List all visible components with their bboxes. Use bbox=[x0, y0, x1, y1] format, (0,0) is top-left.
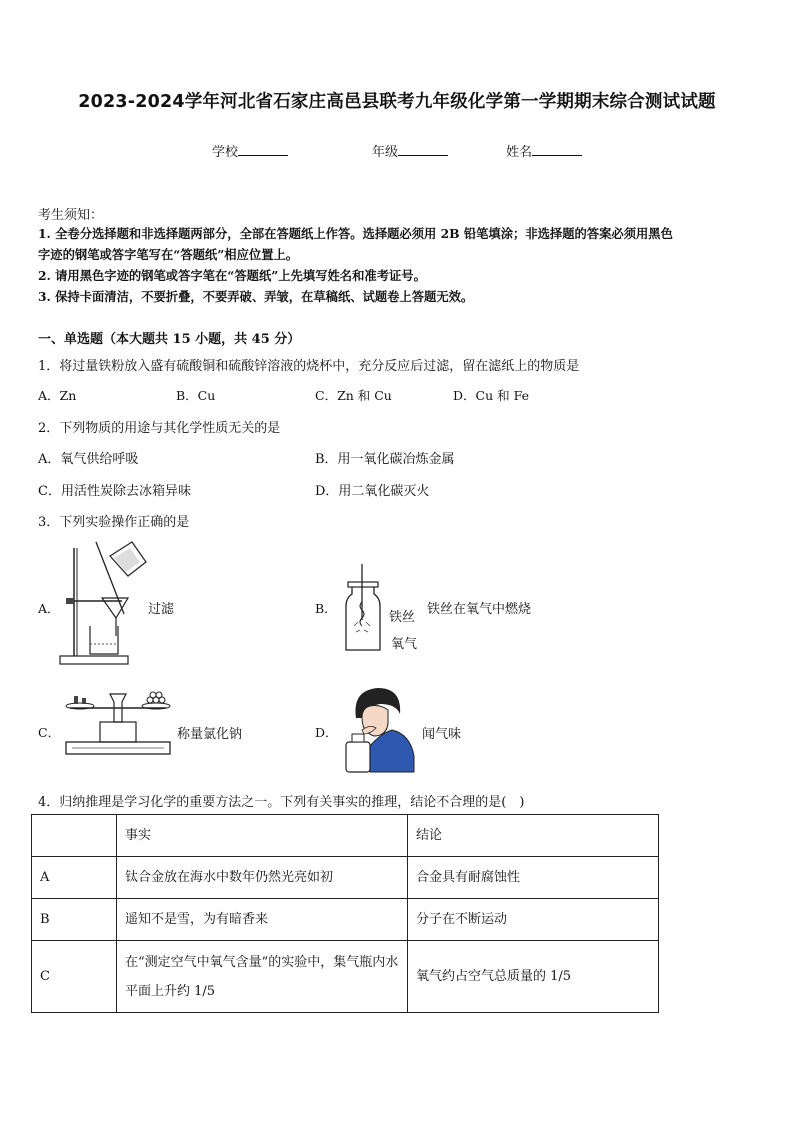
table-row bbox=[32, 899, 659, 941]
table-cell: 合金具有耐腐蚀性 bbox=[408, 857, 659, 899]
table-cell: 钛合金放在海水中数年仍然光亮如初 bbox=[117, 857, 408, 899]
q3-option-b-label: 铁丝在氧气中燃烧 bbox=[427, 602, 532, 617]
table-cell: 氧气约占空气总质量的 1/5 bbox=[408, 941, 659, 1013]
q1-option-a[interactable]: A．Zn bbox=[38, 388, 77, 403]
school-field bbox=[212, 141, 288, 160]
table-cell: 遥知不是雪，为有暗香来 bbox=[117, 899, 408, 941]
q2-stem: 2．下列物质的用途与其化学性质无关的是 bbox=[38, 421, 281, 436]
table-header-row bbox=[32, 815, 659, 857]
q1-option-c[interactable]: C．Zn 和 Cu bbox=[315, 388, 392, 403]
table-row bbox=[32, 857, 659, 899]
table-header-cell: 结论 bbox=[408, 815, 659, 857]
q2-option-a[interactable]: A．氧气供给呼吸 bbox=[38, 452, 139, 467]
balance-scale-image bbox=[60, 688, 176, 758]
notice-line-2: 2. 请用黑色字迹的钢笔或答字笔在“答题纸”上先填写姓名和准考证号。 bbox=[38, 268, 426, 283]
table-cell: 分子在不断运动 bbox=[408, 899, 659, 941]
school-label: 学校 bbox=[212, 145, 239, 160]
gas-bottle-image bbox=[340, 562, 388, 654]
table-cell: A bbox=[32, 857, 117, 899]
q1-stem: 1．将过量铁粉放入盛有硫酸铜和硫酸锌溶液的烧杯中，充分反应后过滤，留在滤纸上的物质是 bbox=[38, 359, 580, 374]
q4-stem: 4．归纳推理是学习化学的重要方法之一。下列有关事实的推理，结论不合理的是( ) bbox=[38, 795, 525, 810]
grade-label: 年级 bbox=[372, 145, 399, 160]
section-heading: 一、单选题（本大题共 15 小题，共 45 分） bbox=[38, 332, 301, 347]
q3-option-d-letter[interactable]: D． bbox=[315, 725, 338, 740]
notice-heading: 考生须知： bbox=[38, 208, 104, 223]
page-title: 2023-2024学年河北省石家庄高邑县联考九年级化学第一学期期末综合测试试题 bbox=[78, 92, 716, 112]
table-cell: 在“测定空气中氧气含量”的实验中，集气瓶内水平面上升约 1/5 bbox=[117, 941, 408, 1013]
q2-option-c[interactable]: C．用活性炭除去冰箱异味 bbox=[38, 484, 191, 499]
table-header-cell: 事实 bbox=[117, 815, 408, 857]
reasoning-table bbox=[31, 814, 659, 1013]
q3-option-a-label: 过滤 bbox=[148, 602, 175, 617]
q3-option-d-label: 闻气味 bbox=[422, 727, 462, 742]
q3-option-b-letter[interactable]: B． bbox=[315, 601, 337, 616]
name-blank[interactable] bbox=[532, 143, 582, 156]
q3-option-b-gas-label: 氧气 bbox=[391, 637, 418, 652]
notice-line-3: 3. 保持卡面清洁，不要折叠，不要弄破、弄皱，在草稿纸、试题卷上答题无效。 bbox=[38, 289, 474, 304]
school-blank[interactable] bbox=[238, 143, 288, 156]
grade-blank[interactable] bbox=[398, 143, 448, 156]
q3-option-c-letter[interactable]: C． bbox=[38, 725, 61, 740]
table-header-cell bbox=[32, 815, 117, 857]
q1-option-b[interactable]: B．Cu bbox=[176, 388, 216, 403]
grade-field bbox=[372, 141, 448, 160]
filtration-apparatus-image bbox=[58, 540, 148, 668]
name-field bbox=[506, 141, 582, 160]
table-cell: B bbox=[32, 899, 117, 941]
table-cell: C bbox=[32, 941, 117, 1013]
notice-line-1b: 字迹的钢笔或答字笔写在“答题纸”相应位置上。 bbox=[38, 247, 299, 262]
q1-option-d[interactable]: D．Cu 和 Fe bbox=[453, 388, 529, 403]
q3-option-b-wire-label: 铁丝 bbox=[389, 610, 416, 625]
table-row bbox=[32, 941, 659, 1013]
smelling-gas-image bbox=[340, 684, 416, 774]
name-label: 姓名 bbox=[506, 145, 533, 160]
q3-stem: 3．下列实验操作正确的是 bbox=[38, 515, 190, 530]
q2-option-b[interactable]: B．用一氧化碳冶炼金属 bbox=[315, 452, 455, 467]
q3-option-a-letter[interactable]: A． bbox=[38, 601, 60, 616]
notice-line-1a: 1. 全卷分选择题和非选择题两部分，全部在答题纸上作答。选择题必须用 2B 铅笔填涂；非选择题的答案必须用黑色 bbox=[38, 226, 673, 241]
q2-option-d[interactable]: D．用二氧化碳灭火 bbox=[315, 484, 430, 499]
q3-option-c-label: 称量氯化钠 bbox=[177, 727, 243, 742]
